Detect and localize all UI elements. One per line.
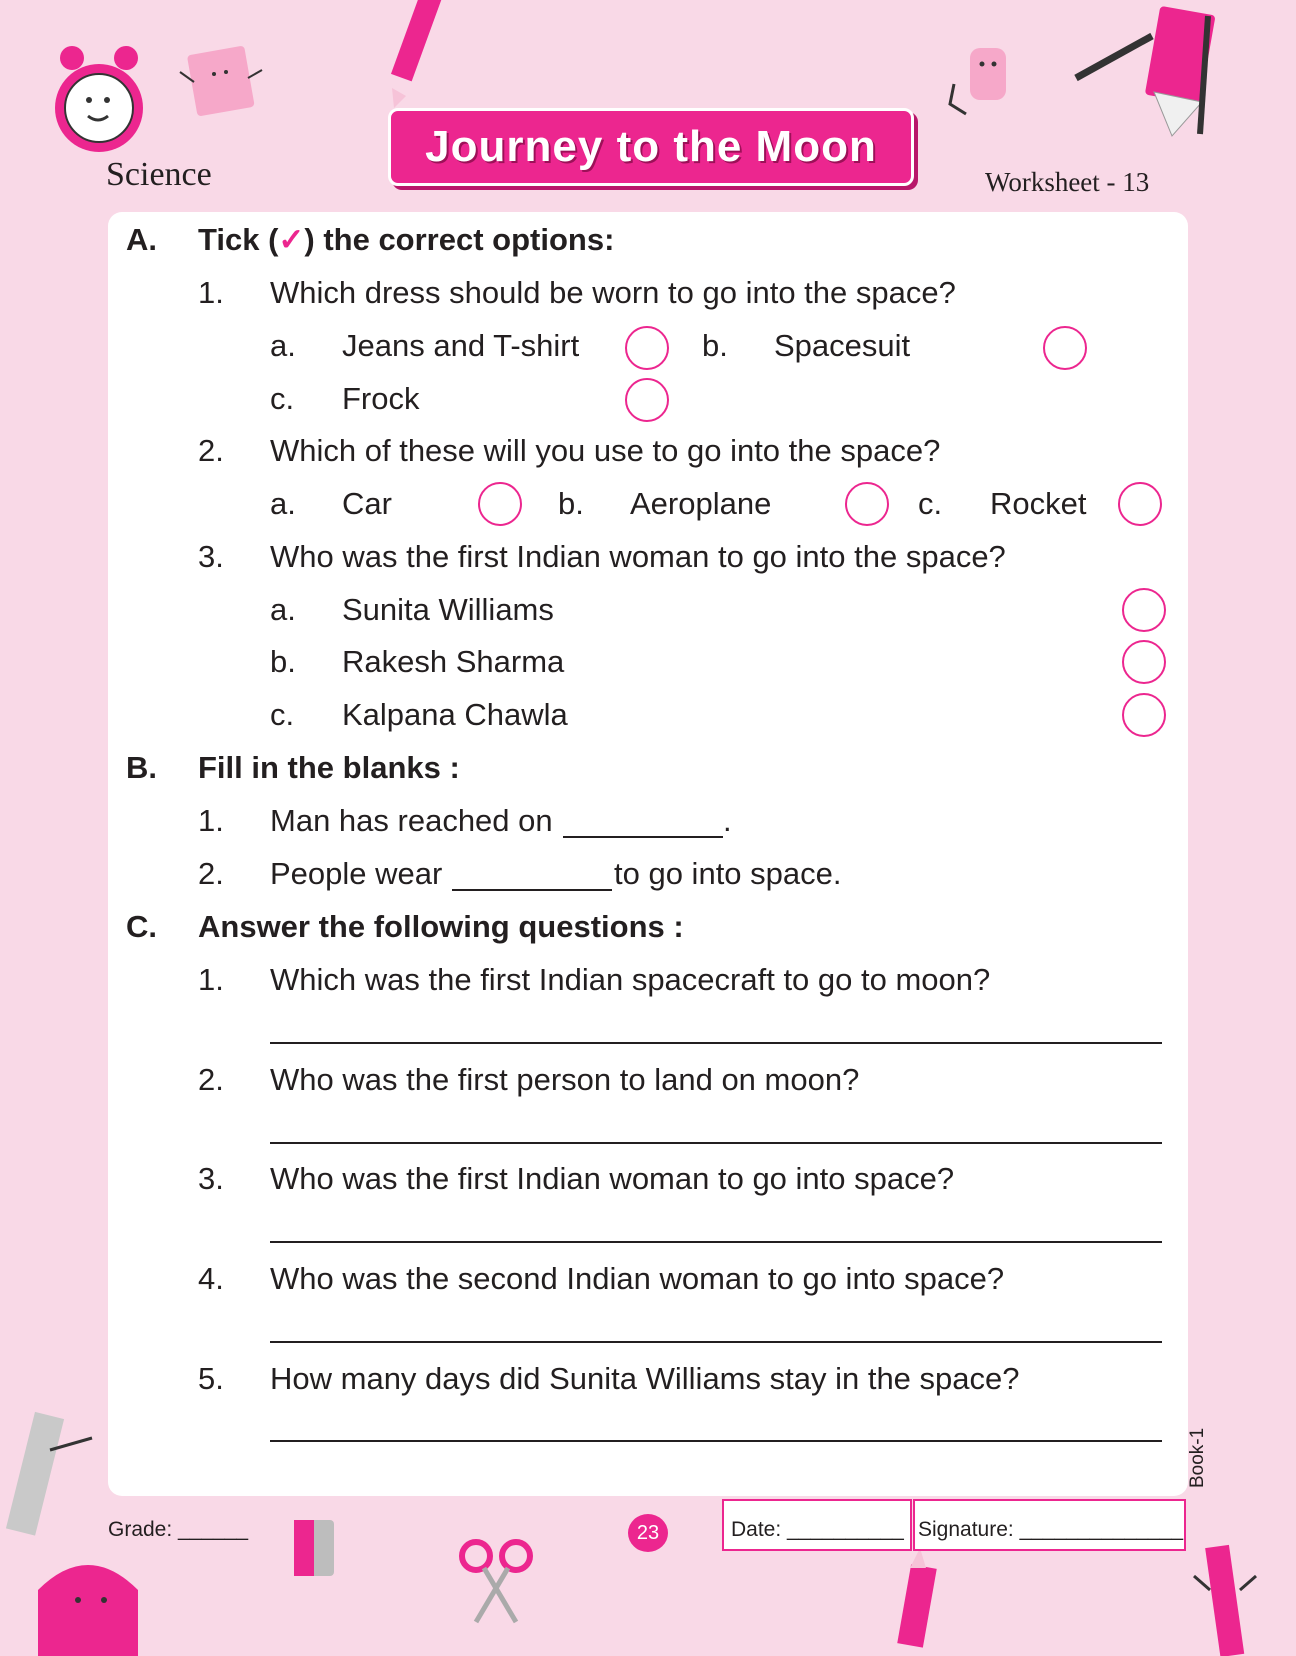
grade-field[interactable]: Grade: ______: [108, 1518, 249, 1541]
section-b-letter: B.: [126, 750, 157, 785]
question-number: 2.: [198, 1062, 224, 1097]
question-text: Which of these will you use to go into the space?: [270, 433, 941, 468]
answer-line[interactable]: [270, 1341, 1162, 1343]
question-number: 3.: [198, 1161, 224, 1196]
answer-circle[interactable]: [1118, 482, 1162, 526]
title-text: Journey to the Moon: [425, 122, 877, 171]
option-letter: a.: [270, 592, 296, 627]
answer-circle[interactable]: [1122, 588, 1166, 632]
section-c-letter: C.: [126, 909, 157, 944]
question-number: 2.: [198, 856, 224, 891]
option-text: Car: [342, 486, 392, 521]
option-letter: b.: [702, 328, 728, 363]
answer-line[interactable]: [270, 1241, 1162, 1243]
question-text: Who was the second Indian woman to go into space?: [270, 1261, 1005, 1296]
option-text: Aeroplane: [630, 486, 772, 521]
option-text: Rakesh Sharma: [342, 644, 565, 679]
question-text: Which was the first Indian spacecraft to go to moon?: [270, 962, 991, 997]
section-a-letter: A.: [126, 222, 157, 257]
eraser-illustration: [946, 44, 1026, 120]
option-letter: a.: [270, 328, 296, 363]
signature-box[interactable]: [913, 1499, 1186, 1551]
option-letter: a.: [270, 486, 296, 521]
answer-circle[interactable]: [1043, 326, 1087, 370]
answer-line[interactable]: [270, 1042, 1162, 1044]
blank-question-text: .: [723, 803, 732, 838]
section-a-heading: Tick (✓) the correct options:: [198, 222, 615, 257]
crayon-illustration: [882, 1546, 952, 1656]
question-number: 5.: [198, 1361, 224, 1396]
answer-line[interactable]: [270, 1142, 1162, 1144]
blank-line[interactable]: [563, 836, 723, 838]
worksheet-number: Worksheet - 13: [985, 167, 1150, 197]
answer-circle[interactable]: [478, 482, 522, 526]
answer-line[interactable]: [270, 1440, 1162, 1442]
answer-circle[interactable]: [845, 482, 889, 526]
signature-field: Signature: ______________: [918, 1518, 1184, 1541]
option-letter: c.: [918, 486, 943, 521]
question-number: 2.: [198, 433, 224, 468]
option-letter: c.: [270, 381, 295, 416]
question-text: Which dress should be worn to go into the space?: [270, 275, 956, 310]
page-number: 23: [628, 1514, 668, 1552]
blank-question-text: People wear: [270, 856, 443, 891]
subject-label: Science: [106, 156, 212, 193]
question-number: 3.: [198, 539, 224, 574]
question-text: Who was the first Indian woman to go into the space?: [270, 539, 1006, 574]
blank-line[interactable]: [452, 889, 612, 891]
ruler-illustration: [6, 1410, 96, 1540]
section-b-heading: Fill in the blanks :: [198, 750, 460, 785]
pencil-illustration: [380, 0, 450, 110]
option-text: Kalpana Chawla: [342, 697, 568, 732]
blank-question-text: to go into space.: [614, 856, 842, 891]
question-number: 1.: [198, 275, 224, 310]
date-field: Date: __________: [731, 1518, 904, 1541]
option-text: Spacesuit: [774, 328, 911, 363]
option-letter: b.: [270, 644, 296, 679]
worksheet-title: [388, 108, 914, 186]
option-letter: b.: [558, 486, 584, 521]
question-number: 4.: [198, 1261, 224, 1296]
option-text: Jeans and T-shirt: [342, 328, 580, 363]
question-text: Who was the first person to land on moon?: [270, 1062, 860, 1097]
question-number: 1.: [198, 803, 224, 838]
question-text: Who was the first Indian woman to go into space?: [270, 1161, 955, 1196]
bag-illustration: [18, 1530, 158, 1656]
pen-illustration: [1190, 1536, 1260, 1656]
book-label: Book-1: [1187, 1427, 1208, 1488]
option-text: Sunita Williams: [342, 592, 554, 627]
answer-circle[interactable]: [625, 326, 669, 370]
answer-circle[interactable]: [625, 378, 669, 422]
scissors-illustration: [456, 1536, 536, 1626]
pencil-character-illustration: [1072, 6, 1222, 142]
answer-circle[interactable]: [1122, 640, 1166, 684]
option-letter: c.: [270, 697, 295, 732]
option-text: Frock: [342, 381, 420, 416]
tick-icon: ✓: [278, 222, 305, 257]
notepad-illustration: [176, 42, 266, 122]
question-text: How many days did Sunita Williams stay in the space?: [270, 1361, 1020, 1396]
section-c-heading: Answer the following questions :: [198, 909, 684, 944]
sharpener-illustration: [284, 1516, 344, 1590]
question-number: 1.: [198, 962, 224, 997]
answer-circle[interactable]: [1122, 693, 1166, 737]
alarm-clock-illustration: [52, 44, 152, 164]
date-box[interactable]: [722, 1499, 912, 1551]
blank-question-text: Man has reached on: [270, 803, 553, 838]
option-text: Rocket: [990, 486, 1087, 521]
